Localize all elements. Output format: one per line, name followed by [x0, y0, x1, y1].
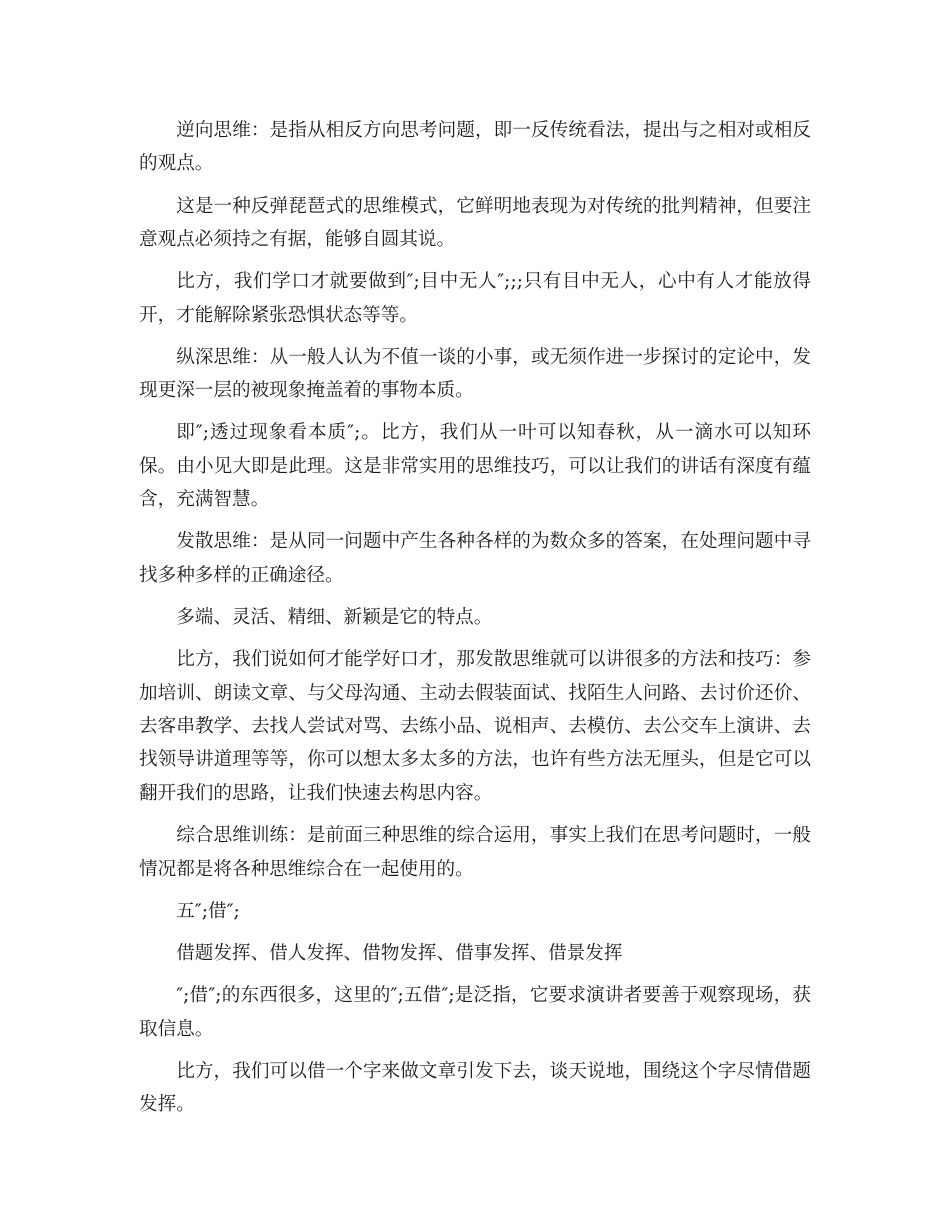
paragraph-deep-thinking: 纵深思维：从一般人认为不值一谈的小事，或无须作进一步探讨的定论中，发现更深一层的被现象掩盖着的事物本质。	[139, 346, 811, 402]
paragraph-reverse-thinking: 逆向思维：是指从相反方向思考问题，即一反传统看法，提出与之相对或相反的观点。	[139, 120, 811, 175]
paragraph-comprehensive-thinking: 综合思维训练：是前面三种思维的综合运用，事实上我们在思考问题时，一般情况都是将各种思维综合在一起使用的。	[139, 825, 811, 880]
paragraph-borrow-explanation: ″;借″;的东西很多，这里的″;五借″;是泛指，它要求演讲者要善于观察现场，获取信息。	[139, 985, 811, 1040]
paragraph-divergent-features: 多端、灵活、精细、新颖是它的特点。	[176, 607, 493, 629]
paragraph-reverse-thinking-mode: 这是一种反弹琵琶式的思维模式，它鲜明地表现为对传统的批判精神，但要注意观点必须持之有据，能够自圆其说。	[139, 195, 811, 251]
paragraph-divergent-thinking: 发散思维：是从同一问题中产生各种各样的为数众多的答案，在处理问题中寻找多种多样的正确途径。	[139, 531, 811, 586]
section-heading-five-borrows: 五″;借″;	[176, 900, 240, 922]
paragraph-borrow-example: 比方，我们可以借一个字来做文章引发下去，谈天说地，围绕这个字尽情借题发挥。	[139, 1060, 811, 1116]
paragraph-borrow-list: 借题发挥、借人发挥、借物发挥、借事发挥、借景发挥	[176, 942, 623, 964]
paragraph-deep-example: 即″;透过现象看本质″;。比方，我们从一叶可以知春秋，从一滴水可以知环保。由小见大即是此理。这是非常实用的思维技巧，可以让我们的讲话有深度有蕴含，充满智慧。	[139, 422, 811, 511]
document-body	[139, 114, 811, 1130]
paragraph-reverse-example: 比方，我们学口才就要做到″;目中无人″;;;只有目中无人，心中有人才能放得开，才能解除紧张恐惧状态等等。	[139, 271, 811, 326]
paragraph-divergent-example: 比方，我们说如何才能学好口才，那发散思维就可以讲很多的方法和技巧：参加培训、朗读文章、与父母沟通、主动去假装面试、找陌生人问路、去讨价还价、去客串教学、去找人尝试对骂、去练小品、说相声、去模仿、去公交车上演讲、去找领导讲道理等等，你可以想太多太多的方法，也许有些方法无厘头，但是它可以翻开我们的思路，让我们快速去构思内容。	[139, 649, 811, 804]
